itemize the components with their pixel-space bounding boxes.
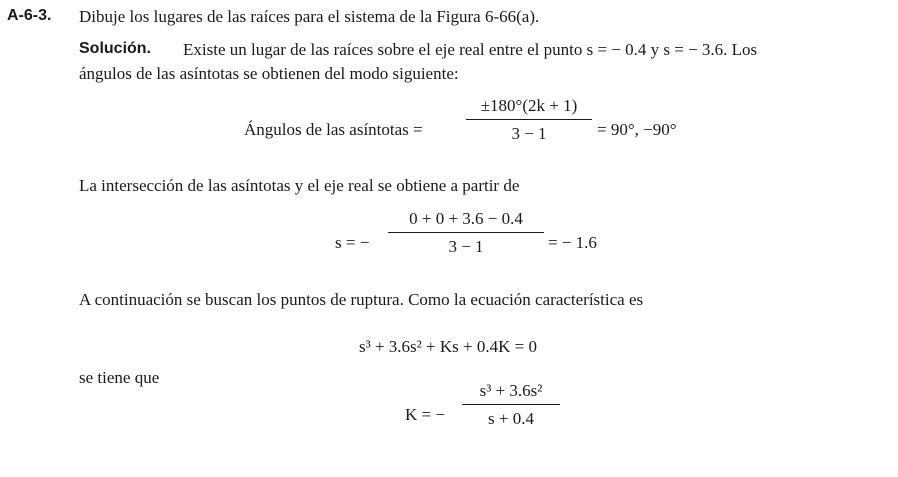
- breakaway-text: A continuación se buscan los puntos de ruptura. Como la ecuación característica es: [79, 290, 644, 309]
- intersection-denominator: 3 − 1: [448, 237, 484, 256]
- problem-statement: Dibuje los lugares de las raíces para el sistema de la Figura 6-66(a).: [79, 7, 540, 26]
- fraction-bar: [462, 404, 560, 405]
- intersection-fraction: [388, 209, 544, 257]
- fraction-bar: [466, 119, 592, 120]
- angles-denominator: 3 − 1: [511, 124, 547, 143]
- angles-numerator: ±180°(2k + 1): [480, 96, 578, 115]
- intersection-equation-rhs: = − 1.6: [548, 233, 597, 252]
- angles-equation-lhs: Ángulos de las asíntotas =: [244, 120, 423, 139]
- k-denominator: s + 0.4: [488, 409, 534, 428]
- angles-equation-rhs: = 90°, −90°: [597, 120, 677, 139]
- intersection-numerator: 0 + 0 + 3.6 − 0.4: [409, 209, 523, 228]
- solution-line-2: ángulos de las asíntotas se obtienen del modo siguiente:: [79, 64, 459, 83]
- intersection-equation-lhs: s = −: [335, 233, 370, 252]
- k-fraction: [462, 381, 560, 429]
- se-tiene-que-text: se tiene que: [79, 368, 160, 387]
- characteristic-equation: s³ + 3.6s² + Ks + 0.4K = 0: [359, 337, 537, 356]
- k-equation-lhs: K = −: [405, 405, 445, 424]
- solution-label: Solución.: [79, 40, 151, 57]
- k-numerator: s³ + 3.6s²: [479, 381, 543, 400]
- problem-number: A-6-3.: [7, 7, 52, 24]
- fraction-bar: [388, 232, 544, 233]
- solution-line-1: Existe un lugar de las raíces sobre el eje real entre el punto s = − 0.4 y s = − 3.6. Los: [183, 40, 758, 59]
- intersection-text: La intersección de las asíntotas y el eje real se obtiene a partir de: [79, 176, 520, 195]
- angles-fraction: [466, 96, 592, 144]
